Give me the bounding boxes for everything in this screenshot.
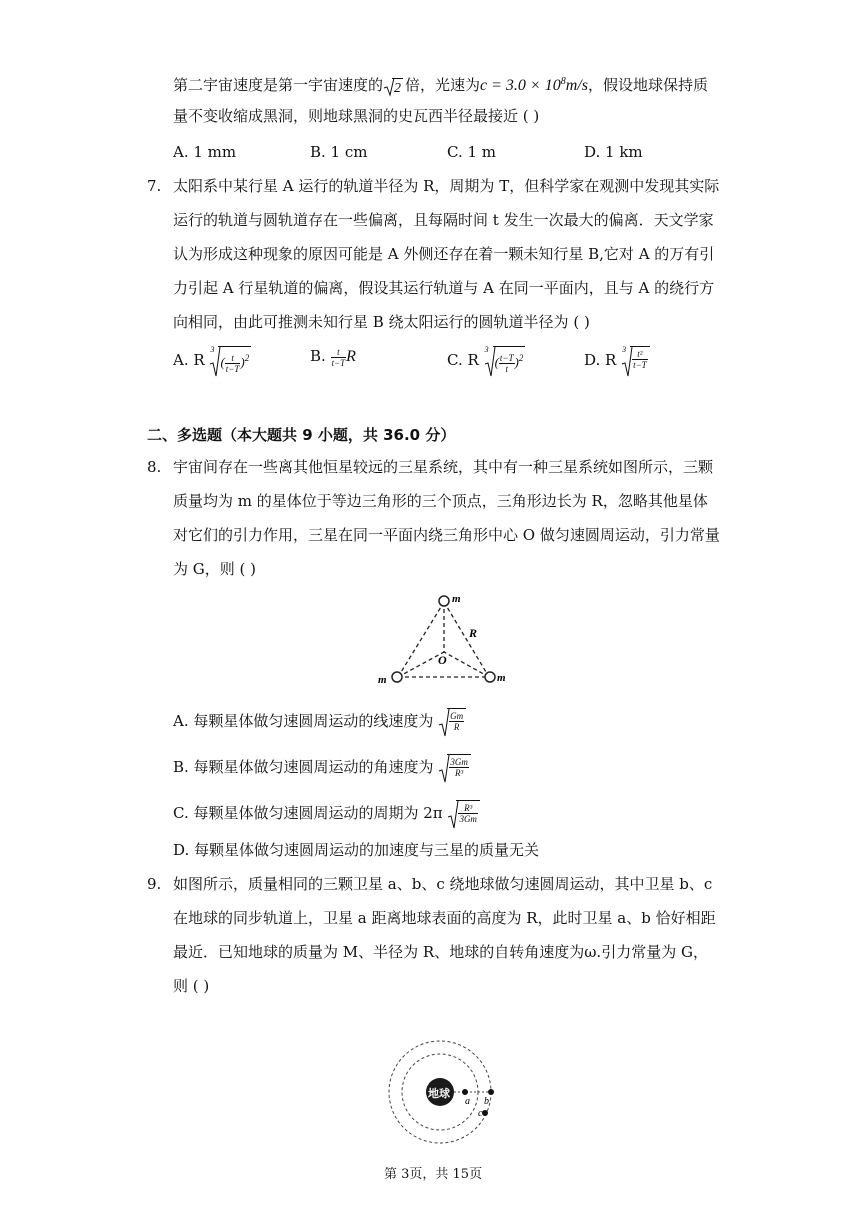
- q9-line-3: 最近．已知地球的质量为 M、半径为 R、地球的自转角速度为ω.引力常量为 G，: [173, 943, 708, 961]
- q6-text: ，假设地球保持质: [587, 76, 708, 94]
- q6-line-2: 量不变收缩成黑洞，则地球黑洞的史瓦西半径最接近 ( ): [173, 107, 540, 125]
- q8-line-3: 对它们的引力作用，三星在同一平面内绕三角形中心 O 做匀速圆周运动，引力常量: [173, 526, 720, 544]
- q9-line-1: 如图所示，质量相同的三颗卫星 a、b、c 绕地球做匀速圆周运动，其中卫星 b、c: [173, 875, 713, 893]
- sqrt: [447, 800, 481, 828]
- q6-option-b[interactable]: B. 1 cm: [310, 143, 368, 161]
- q7-option-c[interactable]: [447, 346, 546, 376]
- radical-icon: [438, 708, 450, 738]
- satellite-b: [488, 1089, 494, 1095]
- page-footer: 第 3页，共 15页: [384, 1167, 483, 1182]
- label-side-r: R: [469, 626, 478, 640]
- star-top: [439, 596, 449, 606]
- option-label: C. R: [447, 351, 479, 369]
- q8-option-a[interactable]: [173, 708, 466, 736]
- q8-option-b[interactable]: [173, 754, 472, 782]
- frac-num: R³: [458, 803, 478, 814]
- q6-option-a[interactable]: A. 1 mm: [173, 143, 237, 161]
- radical-icon: [447, 800, 459, 830]
- radical-icon: [438, 754, 450, 784]
- frac-num: t: [331, 347, 347, 358]
- frac-den: R³: [454, 767, 464, 778]
- radical-icon: [621, 346, 633, 378]
- frac-den: 3Gm: [459, 813, 477, 824]
- option-text: A. 每颗星体做匀速圆周运动的线速度为: [173, 712, 434, 730]
- q8-option-d[interactable]: D. 每颗星体做匀速圆周运动的加速度与三星的质量无关: [173, 841, 540, 859]
- label-left-m: m: [378, 674, 387, 686]
- section-heading: 二、多选题（本大题共 9 小题，共 36.0 分）: [147, 426, 456, 444]
- frac-num: t²: [632, 349, 648, 360]
- q6-text: 倍，光速为: [405, 76, 481, 94]
- satellite-c: [482, 1110, 488, 1116]
- q8-line-1: 宇宙间存在一些离其他恒星较远的三星系统，其中有一种三星系统如图所示，三颗: [173, 458, 714, 476]
- exponent: 8: [560, 76, 566, 87]
- option-label: A. R: [173, 351, 205, 369]
- frac-num: Gm: [450, 710, 464, 721]
- light-speed: c = 3.0 × 10: [480, 77, 561, 94]
- frac-num: t: [225, 353, 241, 364]
- q7-option-a[interactable]: [173, 346, 267, 376]
- root-index: 3: [210, 345, 215, 354]
- radius-symbol: R: [346, 348, 356, 365]
- exponent: 2: [518, 353, 524, 363]
- star-left: [392, 672, 402, 682]
- sqrt: [438, 708, 466, 736]
- q6-line-1: [173, 72, 708, 96]
- q7-line-1: 太阳系中某行星 A 运行的轨道半径为 R，周期为 T，但科学家在观测中发现其实际: [173, 177, 720, 195]
- option-text: B. 每颗星体做匀速圆周运动的角速度为: [173, 758, 434, 776]
- sqrt-2: [383, 77, 405, 95]
- q7-option-d[interactable]: [584, 346, 661, 376]
- q7-option-b[interactable]: [310, 346, 356, 368]
- frac-den: R: [453, 721, 460, 732]
- frac-den: t: [505, 363, 508, 374]
- q6-text: 第二宇宙速度是第一宇宙速度的: [173, 76, 384, 94]
- label-b: b: [484, 1096, 489, 1107]
- earth-orbit-diagram: [385, 1040, 495, 1150]
- cube-root: 3 ( $\frac{t-T}{t}$ )$^2$: [484, 346, 546, 376]
- unit: m/s: [565, 77, 588, 94]
- q7-line-2: 运行的轨道与圆轨道存在一些偏离，且每隔时间 t 发生一次最大的偏离．天文学家: [173, 211, 714, 229]
- three-star-diagram: [368, 590, 518, 690]
- q7-number: 7.: [147, 177, 162, 195]
- q9-line-2: 在地球的同步轨道上，卫星 a 距离地球表面的高度为 R，此时卫星 a、b 恰好相距: [173, 909, 716, 927]
- frac-num: t−T: [499, 352, 514, 363]
- label-c: c: [478, 1108, 483, 1119]
- label-center-o: O: [438, 653, 447, 667]
- label-top-m: m: [452, 593, 461, 605]
- frac-den: t−T: [633, 359, 647, 370]
- q7-line-4: 力引起 A 行星轨道的偏离，假设其运行轨道与 A 在同一平面内，且与 A 的绕行方: [173, 279, 715, 297]
- q8-line-4: 为 G，则 ( ): [173, 560, 256, 578]
- satellite-a: [462, 1089, 468, 1095]
- sqrt: [438, 754, 472, 782]
- radical-icon: [484, 346, 496, 378]
- option-text: C. 每颗星体做匀速圆周运动的周期为 2π: [173, 804, 443, 822]
- label-right-m: m: [497, 672, 506, 684]
- frac-den: t−T: [225, 363, 240, 374]
- radical-icon: [209, 346, 221, 378]
- earth-label: 地球: [428, 1087, 450, 1100]
- frac-num: 3Gm: [450, 756, 468, 767]
- q8-line-2: 质量均为 m 的星体位于等边三角形的三个顶点，三角形边长为 R，忽略其他星体: [173, 492, 708, 510]
- label-a: a: [465, 1096, 470, 1107]
- radical-icon: [383, 77, 395, 97]
- exponent: 2: [244, 353, 250, 363]
- q9-number: 9.: [147, 875, 162, 893]
- q7-line-3: 认为形成这种现象的原因可能是 A 外侧还存在着一颗未知行星 B,它对 A 的万有引: [173, 245, 715, 263]
- cube-root: 3 ( $\frac{t}{t-T}$ )$^2$: [209, 346, 267, 376]
- q6-option-d[interactable]: D. 1 km: [584, 143, 643, 161]
- q9-line-4: 则 ( ): [173, 977, 210, 995]
- root-index: 3: [484, 345, 489, 354]
- sqrt-value: 2: [392, 78, 403, 99]
- q8-number: 8.: [147, 458, 162, 476]
- option-label: D. R: [584, 351, 617, 369]
- star-right: [485, 672, 495, 682]
- option-label: B.: [310, 347, 326, 365]
- frac-den: t−T: [331, 357, 346, 368]
- cube-root: [621, 346, 661, 376]
- q7-line-5: 向相同，由此可推测未知行星 B 绕太阳运行的圆轨道半径为 ( ): [173, 313, 590, 331]
- root-index: 3: [622, 345, 627, 354]
- q6-option-c[interactable]: C. 1 m: [447, 143, 497, 161]
- q8-option-c[interactable]: [173, 800, 481, 828]
